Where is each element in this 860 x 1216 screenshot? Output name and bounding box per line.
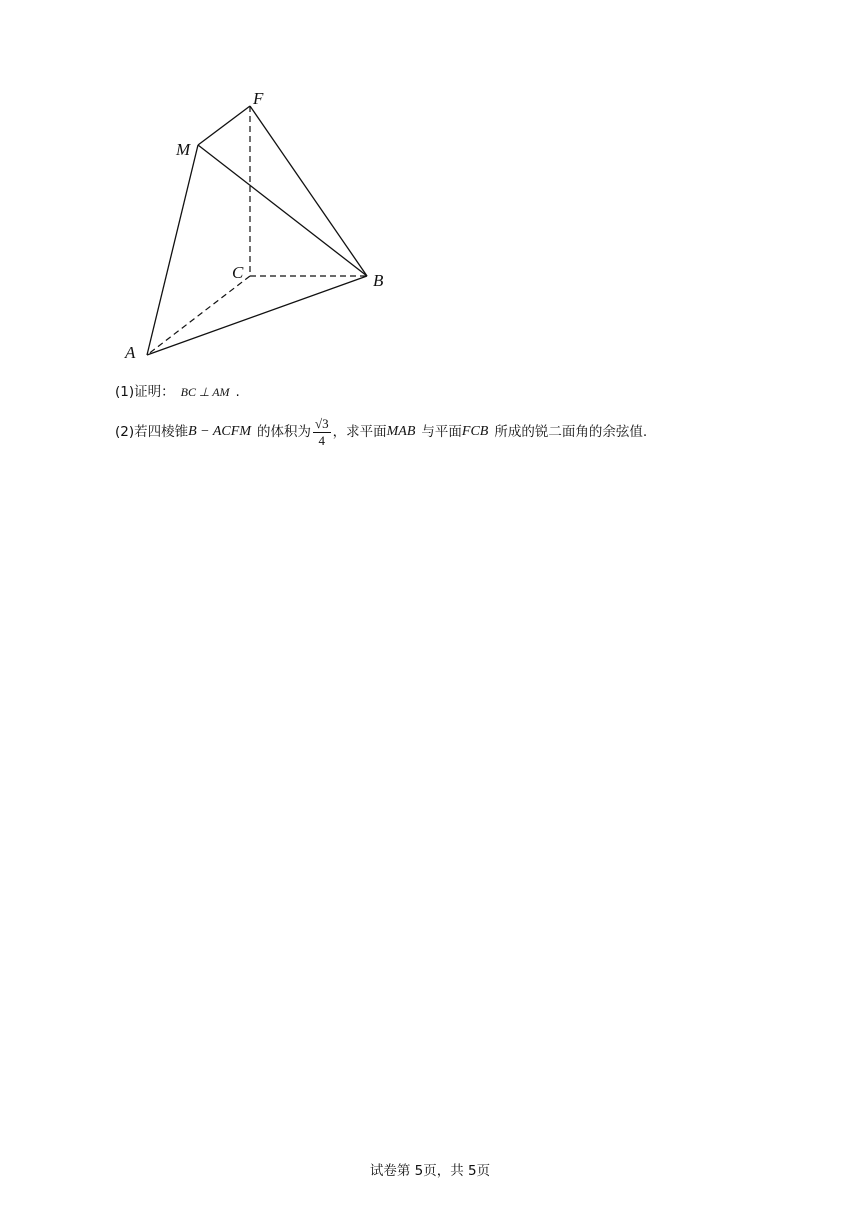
- geometry-figure: [110, 80, 410, 370]
- question-1-math: BC ⊥ AM: [180, 385, 230, 399]
- label-B: B: [373, 271, 384, 290]
- pyramid-diagram: [110, 80, 410, 370]
- page-footer: 试卷第 5页，共 5页: [369, 1163, 491, 1179]
- question-2-ask-2: 与平面: [421, 424, 462, 440]
- question-2-prefix: (2)若四棱锥: [115, 424, 189, 440]
- edge-MF: [198, 106, 250, 145]
- question-2: [115, 412, 647, 452]
- edge-MB: [198, 145, 367, 276]
- edge-CA: [147, 276, 250, 355]
- plane-FCB: FCB: [461, 424, 489, 439]
- question-2-solid: B − ACFM: [188, 424, 251, 439]
- question-2-ask-1: ，求平面: [332, 424, 387, 440]
- fraction-denominator: 4: [318, 432, 326, 448]
- question-1-suffix: .: [235, 384, 240, 400]
- question-2-ask-3: 所成的锐二面角的余弦值.: [494, 424, 648, 440]
- label-A: A: [125, 343, 136, 362]
- edge-FB: [250, 106, 367, 276]
- label-F: F: [253, 89, 264, 108]
- edge-MA: [147, 145, 198, 355]
- volume-fraction: [313, 416, 331, 449]
- question-2-volume-text: 的体积为: [256, 424, 311, 440]
- plane-MAB: MAB: [386, 424, 416, 439]
- edge-AB: [147, 276, 367, 355]
- question-1-prefix: (1)证明：: [115, 384, 175, 400]
- question-1: [115, 382, 240, 402]
- fraction-numerator: √3: [314, 415, 329, 431]
- label-C: C: [232, 263, 244, 282]
- label-M: M: [176, 140, 191, 159]
